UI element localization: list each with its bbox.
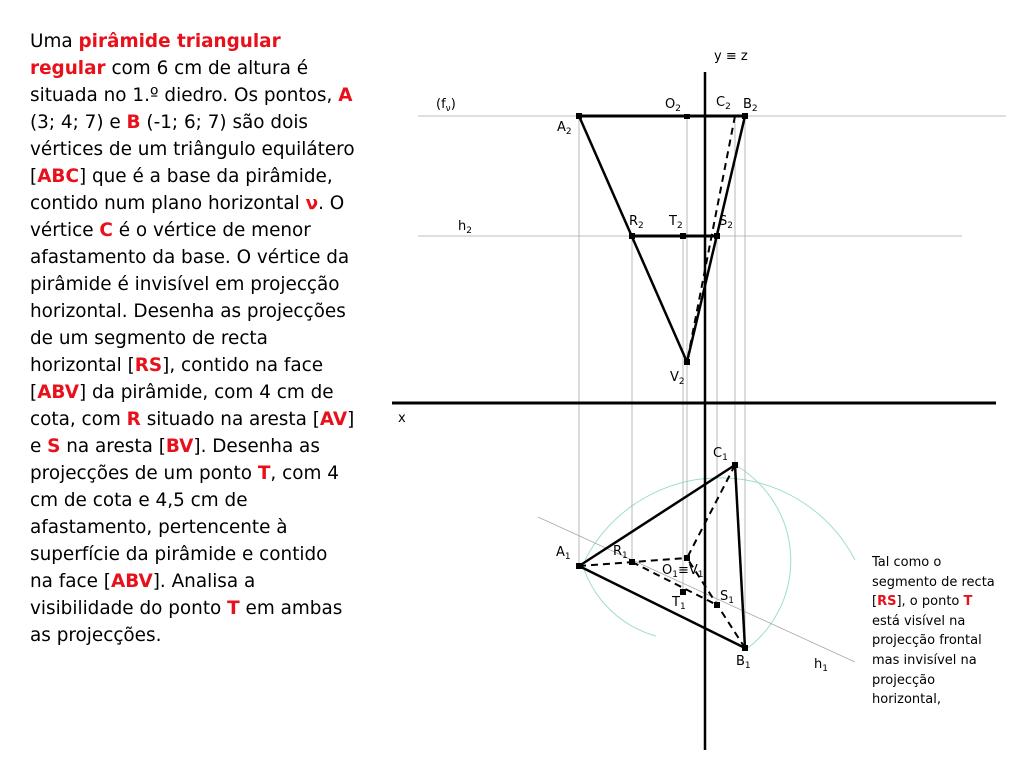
- keyword-A: A: [338, 85, 353, 106]
- label-h1: $h_1$: [814, 657, 828, 674]
- keyword-ABV-2: ABV: [110, 571, 153, 592]
- keyword-S: S: [47, 436, 61, 457]
- note-keyword-RS: RS: [877, 594, 897, 610]
- label-S2: $S_2$: [719, 214, 733, 231]
- label-C1: $C_1$: [713, 446, 728, 463]
- frontal-projection: [579, 116, 745, 362]
- label-V2: $V_2$: [670, 370, 685, 387]
- problem-statement: Uma pirâmide triangular regular com 6 cm de altura é situada no 1.º diedro. Os pontos, A (3; 4; 7) e B (-1; 6; 7) são dois vértices de um triângulo equilátero [ABC] que é a base da pirâmide, contido num plano horizontal ν. O vértice C é o vértice de menor afastamento da base. O vértice da pirâmide é invisível em projecção horizontal. Desenha as projecções de um segmento de recta horizontal [RS], contido na face [ABV] da pirâmide, com 4 cm de cota, com R situado na aresta [AV] e S na aresta [BV]. Desenha as projecções de um ponto T, com 4 cm de cota e 4,5 cm de afastamento, pertencente à superfície da pirâmide e contido na face [ABV]. Analisa a visibilidade do ponto T em ambas as projecções.: [30, 31, 355, 646]
- label-B1: $B_1$: [736, 654, 751, 671]
- label-O1-eq-V1: $O_1\equiv V_1$: [662, 563, 704, 580]
- label-A2: $A_2$: [557, 120, 572, 137]
- keyword-AV: AV: [319, 409, 348, 430]
- construction-arc-small: [583, 566, 656, 636]
- label-h2: $h_2$: [458, 219, 472, 236]
- keyword-piramide: pirâmide triangular regular: [30, 31, 281, 79]
- visibility-note: Tal como o segmento de recta [RS], o ponto T está visível na projecção frontal mas invisível na projecção horizontal,: [872, 555, 995, 708]
- construction-arc-large: [585, 478, 855, 560]
- keyword-T: T: [257, 463, 271, 484]
- label-yz-axis: y ≡ z: [714, 49, 748, 64]
- label-R1: $R_1$: [613, 544, 628, 561]
- horizontal-projection: [579, 465, 745, 648]
- label-T2: $T_2$: [669, 214, 683, 231]
- keyword-T-2: T: [227, 598, 240, 619]
- label-C2: $C_2$: [716, 95, 731, 112]
- label-f-nu: $(f_\nu)$: [436, 97, 456, 114]
- keyword-BV: BV: [165, 436, 194, 457]
- reference-lines: [418, 116, 1006, 662]
- label-x-axis: x: [398, 411, 406, 426]
- label-O2: $O_2$: [665, 97, 681, 114]
- keyword-nu: ν: [305, 193, 319, 214]
- keyword-C: C: [99, 220, 113, 241]
- keyword-R: R: [126, 409, 141, 430]
- keyword-ABC: ABC: [37, 166, 79, 187]
- keyword-B: B: [126, 112, 141, 133]
- drawing-labels: [398, 49, 828, 674]
- label-R2: $R_2$: [629, 214, 644, 231]
- keyword-ABV: ABV: [37, 382, 79, 403]
- label-T1: $T_1$: [672, 595, 686, 612]
- label-B2: $B_2$: [743, 97, 758, 114]
- note-keyword-T: T: [963, 594, 973, 610]
- label-A1: $A_1$: [556, 545, 571, 562]
- keyword-RS: RS: [134, 355, 163, 376]
- label-S1: $S_1$: [720, 589, 734, 606]
